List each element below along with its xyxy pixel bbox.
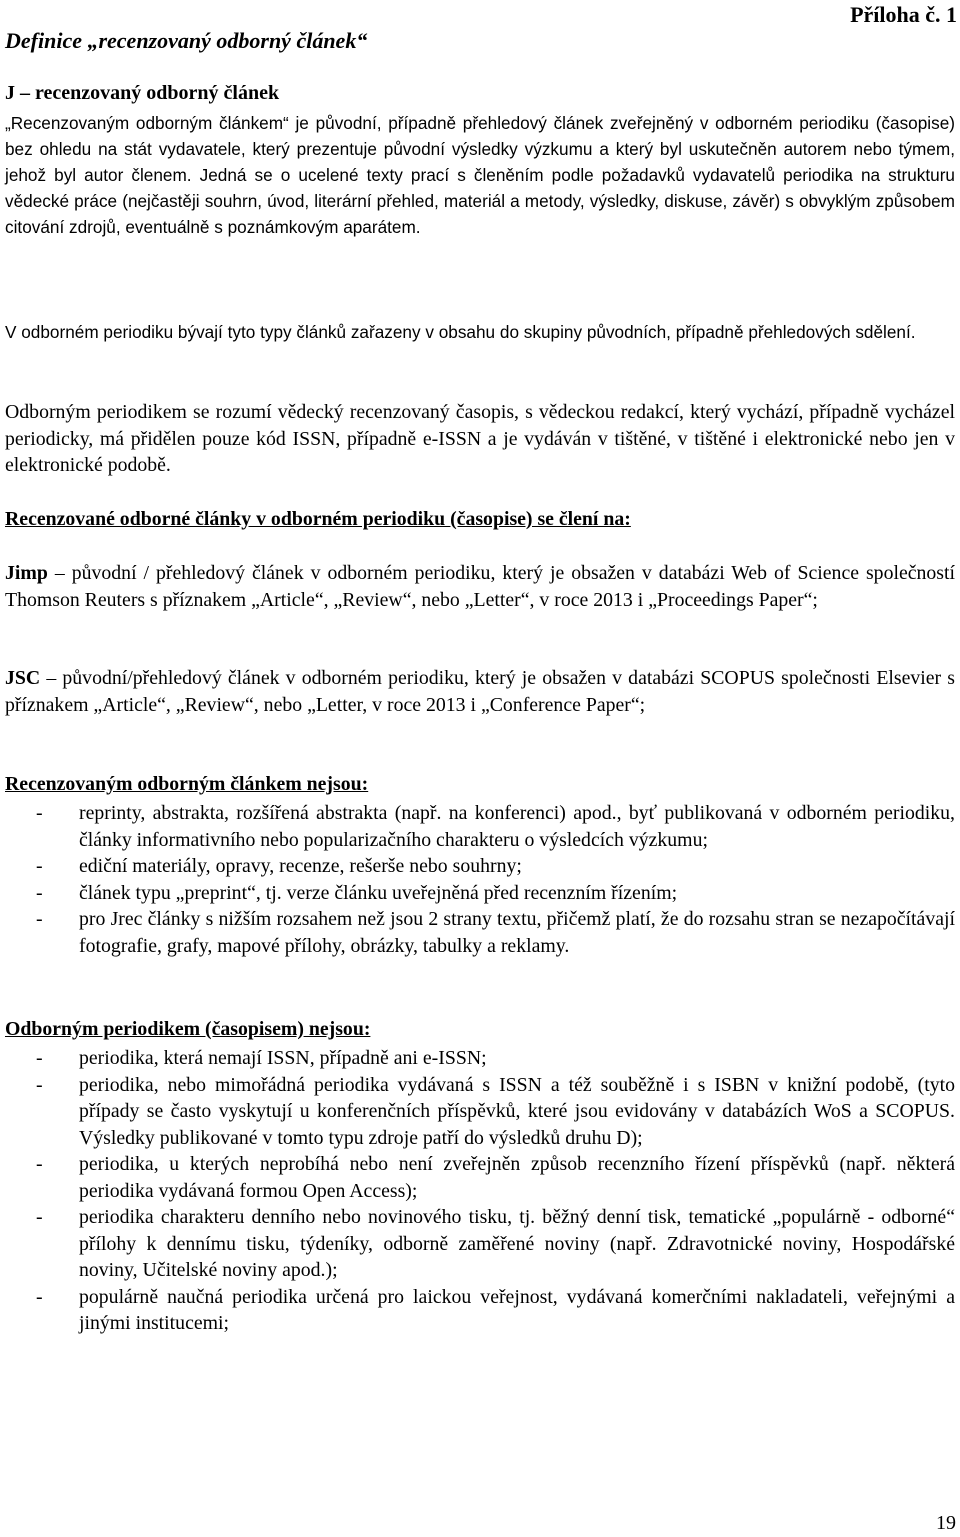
jsc-definition <box>5 665 955 718</box>
list-item <box>5 1284 955 1337</box>
list-item-text: periodika, nebo mimořádná periodika vydávaná s ISSN a též souběžně i s ISBN v knižní podobě, (tyto případy se často vyskytují u konferenčních příspěvků, které jsou evidovány v databázích WoS a SCOPUS. Výsledky publikované v tomto typu zdroje patří do výsledků druhu D); <box>79 1073 955 1149</box>
article-types-paragraph: V odborném periodiku bývají tyto typy článků zařazeny v obsahu do skupiny původních, případně přehledových sdělení. <box>5 322 916 342</box>
dash-bullet: - <box>36 1153 43 1175</box>
dash-bullet: - <box>36 1073 43 1096</box>
dash-bullet: - <box>36 855 43 877</box>
dash-bullet: - <box>36 908 43 930</box>
jimp-text: – původní / přehledový článek v odborném periodiku, který je obsažen v databázi Web of Science společností Thomson Reuters s příznakem „Article“, „Review“, nebo „Letter“, v roce 2013 i „Proceedings Paper“; <box>5 562 955 611</box>
list-item <box>5 906 955 959</box>
document-title: Definice „recenzovaný odborný článek“ <box>5 28 368 53</box>
jimp-definition <box>5 560 955 613</box>
list-item <box>5 880 955 907</box>
list-item-text: článek typu „preprint“, tj. verze článku uveřejněná před recenzním řízením; <box>79 881 678 904</box>
dash-bullet: - <box>36 1047 43 1069</box>
dash-bullet: - <box>36 802 43 824</box>
list-item <box>5 1151 955 1204</box>
definition-paragraph: „Recenzovaným odborným článkem“ je původní, případně přehledový článek zveřejněný v odborném periodiku (časopise) bez ohledu na stát vydavatele, který prezentuje původní výsledky výzkumu a který byl uskutečněn autorem nebo týmem, jehož byl autor členem. Jedná se o ucelené texty prací s členěním podle požadavků vydavatelů periodika na strukturu vědecké práce (nejčastěji souhrn, úvod, literární přehled, materiál a metody, výsledky, diskuse, závěr) s obvyklým způsobem citování zdrojů, eventuálně s poznámkovým aparátem. <box>5 113 955 237</box>
list-item-text: pro Jrec články s nižším rozsahem než jsou 2 strany textu, přičemž platí, že do rozsahu stran se nezapočítávají fotografie, grafy, mapové přílohy, obrázky, tabulky a reklamy. <box>79 908 955 957</box>
not-articles-heading: Recenzovaným odborným článkem nejsou: <box>5 773 369 795</box>
list-item-text: ediční materiály, opravy, recenze, rešerše nebo souhrny; <box>79 855 522 877</box>
list-item <box>5 853 955 880</box>
list-item-text: periodika charakteru denního nebo novinového tisku, tj. běžný denní tisk, tematické „populárně - odborné“ přílohy k dennímu tisku, týdeníky, odborně zaměřené noviny (např. Zdravotnické noviny, Hospodářské noviny, Učitelské noviny apod.); <box>79 1206 955 1281</box>
not-periodicals-list <box>5 1045 955 1337</box>
not-articles-list <box>5 800 955 959</box>
section-heading: J – recenzovaný odborný článek <box>5 82 280 104</box>
list-item-text: periodika, která nemají ISSN, případně ani e-ISSN; <box>79 1047 487 1069</box>
jsc-term: JSC <box>5 667 41 689</box>
jimp-term: Jimp <box>5 562 48 584</box>
list-item <box>5 1204 955 1284</box>
list-item-text: populárně naučná periodika určená pro laickou veřejnost, vydávaná komerčními nakladateli, veřejnými a jinými institucemi; <box>79 1285 955 1334</box>
division-heading: Recenzované odborné články v odborném periodiku (časopise) se člení na: <box>5 508 631 530</box>
page-number: 19 <box>936 1512 956 1534</box>
list-item <box>5 1045 955 1072</box>
dash-bullet: - <box>36 1285 43 1308</box>
list-item-text: reprinty, abstrakta, rozšířená abstrakta (např. na konferenci) apod., byť publikovaná v odborném periodiku, články informativního nebo popularizačního charakteru o výsledcích výzkumu; <box>79 802 955 851</box>
dash-bullet: - <box>36 1206 43 1228</box>
list-item <box>5 800 955 853</box>
list-item <box>5 1072 955 1152</box>
jsc-text: – původní/přehledový článek v odborném periodiku, který je obsažen v databázi SCOPUS společnosti Elsevier s příznakem „Article“, „Review“, nebo „Letter, v roce 2013 i „Conference Paper“; <box>5 667 955 716</box>
dash-bullet: - <box>36 881 43 904</box>
not-periodicals-heading: Odborným periodikem (časopisem) nejsou: <box>5 1018 371 1040</box>
periodical-definition-paragraph: Odborným periodikem se rozumí vědecký recenzovaný časopis, s vědeckou redakcí, který vychází, případně vycházel periodicky, má přidělen pouze kód ISSN, případně e-ISSN a je vydáván v tištěné, v tištěné i elektronické nebo jen v elektronické podobě. <box>5 401 955 476</box>
page-header <box>5 2 957 52</box>
list-item-text: periodika, u kterých neprobíhá nebo není zveřejněn způsob recenzního řízení příspěvků (např. některá periodika vydávaná formou Open Access); <box>79 1153 955 1202</box>
annex-label: Příloha č. 1 <box>850 2 957 27</box>
